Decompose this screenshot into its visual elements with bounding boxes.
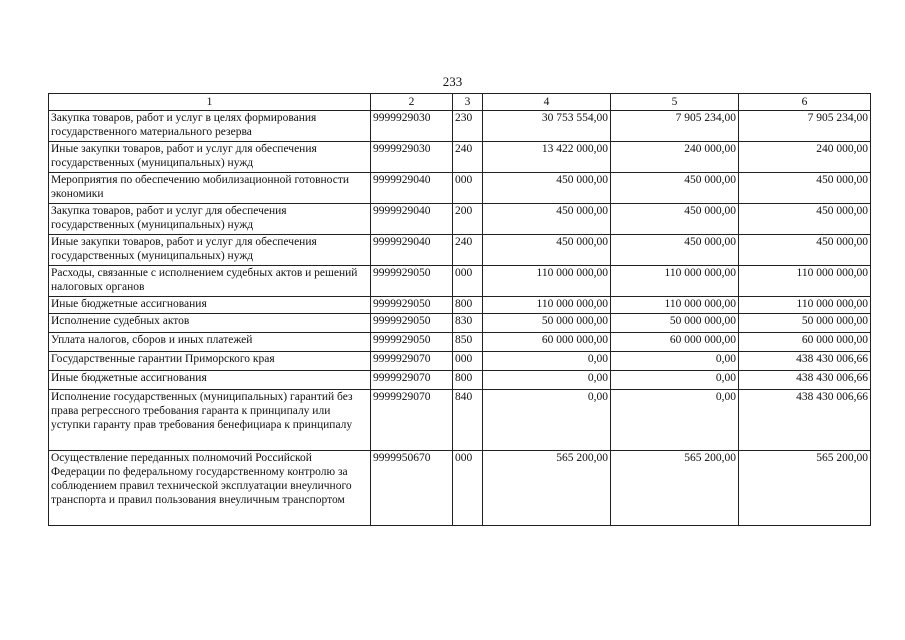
row-name: Закупка товаров, работ и услуг в целях формирования государственного материального резерва — [49, 111, 371, 142]
row-value-col4: 110 000 000,00 — [483, 266, 611, 297]
row-name: Иные закупки товаров, работ и услуг для обеспечения государственных (муниципальных) нужд — [49, 142, 371, 173]
row-expense-type: 800 — [453, 371, 483, 390]
row-value-col4: 30 753 554,00 — [483, 111, 611, 142]
row-code: 9999929050 — [371, 297, 453, 314]
table-header-row — [49, 94, 871, 111]
row-value-col4: 60 000 000,00 — [483, 333, 611, 352]
table-row — [49, 204, 871, 235]
row-value-col5: 0,00 — [611, 352, 739, 371]
table-row — [49, 451, 871, 526]
row-value-col5: 0,00 — [611, 371, 739, 390]
row-value-col4: 110 000 000,00 — [483, 297, 611, 314]
row-value-col5: 60 000 000,00 — [611, 333, 739, 352]
row-code: 9999929040 — [371, 235, 453, 266]
row-name: Осуществление переданных полномочий Российской Федерации по федеральному государственному контролю за соблюдением правил технической эксплуатации внеуличного транспорта и правил пользования внеуличным транспортом — [49, 451, 371, 526]
table-row — [49, 142, 871, 173]
row-expense-type: 000 — [453, 451, 483, 526]
row-code: 9999929040 — [371, 204, 453, 235]
table-row — [49, 390, 871, 451]
row-value-col5: 450 000,00 — [611, 235, 739, 266]
row-value-col5: 110 000 000,00 — [611, 266, 739, 297]
row-name: Закупка товаров, работ и услуг для обеспечения государственных (муниципальных) нужд — [49, 204, 371, 235]
row-expense-type: 000 — [453, 266, 483, 297]
row-value-col5: 110 000 000,00 — [611, 297, 739, 314]
row-value-col5: 0,00 — [611, 390, 739, 451]
row-value-col4: 450 000,00 — [483, 235, 611, 266]
row-value-col5: 240 000,00 — [611, 142, 739, 173]
row-value-col6: 60 000 000,00 — [739, 333, 871, 352]
column-header: 1 — [49, 94, 371, 111]
row-value-col6: 450 000,00 — [739, 235, 871, 266]
row-value-col6: 7 905 234,00 — [739, 111, 871, 142]
row-expense-type: 000 — [453, 352, 483, 371]
row-code: 9999929070 — [371, 352, 453, 371]
row-code: 9999929070 — [371, 390, 453, 451]
row-name: Иные закупки товаров, работ и услуг для обеспечения государственных (муниципальных) нужд — [49, 235, 371, 266]
row-value-col4: 565 200,00 — [483, 451, 611, 526]
row-value-col6: 565 200,00 — [739, 451, 871, 526]
table-row — [49, 352, 871, 371]
column-header: 3 — [453, 94, 483, 111]
table-row — [49, 297, 871, 314]
row-value-col5: 50 000 000,00 — [611, 314, 739, 333]
row-expense-type: 240 — [453, 235, 483, 266]
row-name: Исполнение судебных актов — [49, 314, 371, 333]
table-row — [49, 235, 871, 266]
row-expense-type: 230 — [453, 111, 483, 142]
row-name: Мероприятия по обеспечению мобилизационной готовности экономики — [49, 173, 371, 204]
row-value-col4: 450 000,00 — [483, 204, 611, 235]
table-row — [49, 314, 871, 333]
table-row — [49, 266, 871, 297]
row-name: Уплата налогов, сборов и иных платежей — [49, 333, 371, 352]
row-expense-type: 800 — [453, 297, 483, 314]
column-header: 5 — [611, 94, 739, 111]
row-value-col4: 0,00 — [483, 390, 611, 451]
row-value-col6: 110 000 000,00 — [739, 297, 871, 314]
row-code: 9999929030 — [371, 111, 453, 142]
row-code: 9999950670 — [371, 451, 453, 526]
row-name: Исполнение государственных (муниципальных) гарантий без права регрессного требования гаранта к принципалу или уступки гаранту прав требования бенефициара к принципалу — [49, 390, 371, 451]
row-value-col4: 450 000,00 — [483, 173, 611, 204]
row-code: 9999929050 — [371, 314, 453, 333]
table-row — [49, 333, 871, 352]
table-row — [49, 111, 871, 142]
row-name: Расходы, связанные с исполнением судебных актов и решений налоговых органов — [49, 266, 371, 297]
row-expense-type: 000 — [453, 173, 483, 204]
row-value-col6: 110 000 000,00 — [739, 266, 871, 297]
row-value-col6: 50 000 000,00 — [739, 314, 871, 333]
column-header: 2 — [371, 94, 453, 111]
page-number: 233 — [442, 74, 463, 89]
row-name: Иные бюджетные ассигнования — [49, 371, 371, 390]
table-row — [49, 173, 871, 204]
row-value-col4: 0,00 — [483, 352, 611, 371]
row-name: Государственные гарантии Приморского края — [49, 352, 371, 371]
column-header: 4 — [483, 94, 611, 111]
row-code: 9999929070 — [371, 371, 453, 390]
row-name: Иные бюджетные ассигнования — [49, 297, 371, 314]
row-value-col5: 565 200,00 — [611, 451, 739, 526]
budget-table — [48, 93, 871, 526]
row-value-col4: 50 000 000,00 — [483, 314, 611, 333]
row-expense-type: 200 — [453, 204, 483, 235]
row-expense-type: 240 — [453, 142, 483, 173]
row-value-col6: 450 000,00 — [739, 173, 871, 204]
row-value-col6: 438 430 006,66 — [739, 390, 871, 451]
row-value-col6: 438 430 006,66 — [739, 371, 871, 390]
row-code: 9999929030 — [371, 142, 453, 173]
row-value-col5: 450 000,00 — [611, 204, 739, 235]
row-value-col4: 0,00 — [483, 371, 611, 390]
row-value-col4: 13 422 000,00 — [483, 142, 611, 173]
row-code: 9999929050 — [371, 333, 453, 352]
row-code: 9999929040 — [371, 173, 453, 204]
row-value-col5: 7 905 234,00 — [611, 111, 739, 142]
row-code: 9999929050 — [371, 266, 453, 297]
row-value-col5: 450 000,00 — [611, 173, 739, 204]
row-value-col6: 438 430 006,66 — [739, 352, 871, 371]
row-value-col6: 240 000,00 — [739, 142, 871, 173]
row-value-col6: 450 000,00 — [739, 204, 871, 235]
column-header: 6 — [739, 94, 871, 111]
row-expense-type: 830 — [453, 314, 483, 333]
row-expense-type: 840 — [453, 390, 483, 451]
row-expense-type: 850 — [453, 333, 483, 352]
table-row — [49, 371, 871, 390]
